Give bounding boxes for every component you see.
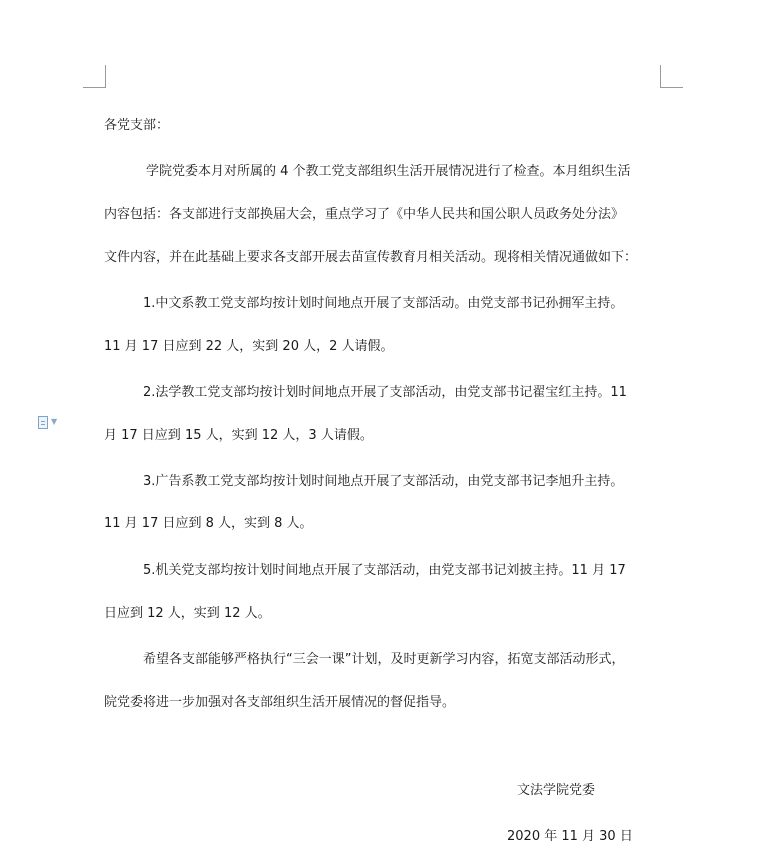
closing-line-2: 院党委将进一步加强对各支部组织生活开展情况的督促指导。 [104, 695, 456, 710]
document-icon[interactable] [38, 414, 64, 430]
intro-line-3: 文件内容，并在此基础上要求各支部开展去苗宣传教育月相关活动。现将相关情况通做如下： [104, 250, 638, 265]
item-4-line-1: 5.机关党支部均按计划时间地点开展了支部活动，由党支部书记刘披主持。11 月 17 [143, 563, 626, 578]
item-2-line-1: 2.法学教工党支部均按计划时间地点开展了支部活动，由党支部书记翟宝红主持。11 [143, 385, 627, 400]
intro-line-1: 学院党委本月对所属的 4 个教工党支部组织生活开展情况进行了检查。本月组织生活 [146, 164, 631, 179]
document-date: 2020 年 11 月 30 日 [507, 829, 633, 844]
item-1-line-2: 11 月 17 日应到 22 人，实到 20 人，2 人请假。 [104, 339, 394, 354]
chevron-down-icon: ▼ [51, 417, 58, 426]
signature: 文法学院党委 [517, 783, 596, 798]
crop-mark-top-right [660, 65, 683, 88]
item-3-line-1: 3.广告系教工党支部均按计划时间地点开展了支部活动，由党支部书记李旭升主持。 [143, 474, 624, 489]
item-2-line-2: 月 17 日应到 15 人，实到 12 人，3 人请假。 [104, 428, 373, 443]
crop-mark-top-left [83, 65, 106, 88]
page-icon [38, 416, 48, 429]
intro-line-2: 内容包括：各支部进行支部换届大会，重点学习了《中华人民共和国公职人员政务处分法》 [104, 207, 625, 222]
item-4-line-2: 日应到 12 人，实到 12 人。 [104, 606, 271, 621]
salutation: 各党支部： [104, 118, 170, 133]
closing-line-1: 希望各支部能够严格执行“三会一课”计划，及时更新学习内容，拓宽支部活动形式， [143, 652, 625, 667]
item-3-line-2: 11 月 17 日应到 8 人，实到 8 人。 [104, 516, 313, 531]
item-1-line-1: 1.中文系教工党支部均按计划时间地点开展了支部活动。由党支部书记孙拥军主持。 [143, 296, 624, 311]
